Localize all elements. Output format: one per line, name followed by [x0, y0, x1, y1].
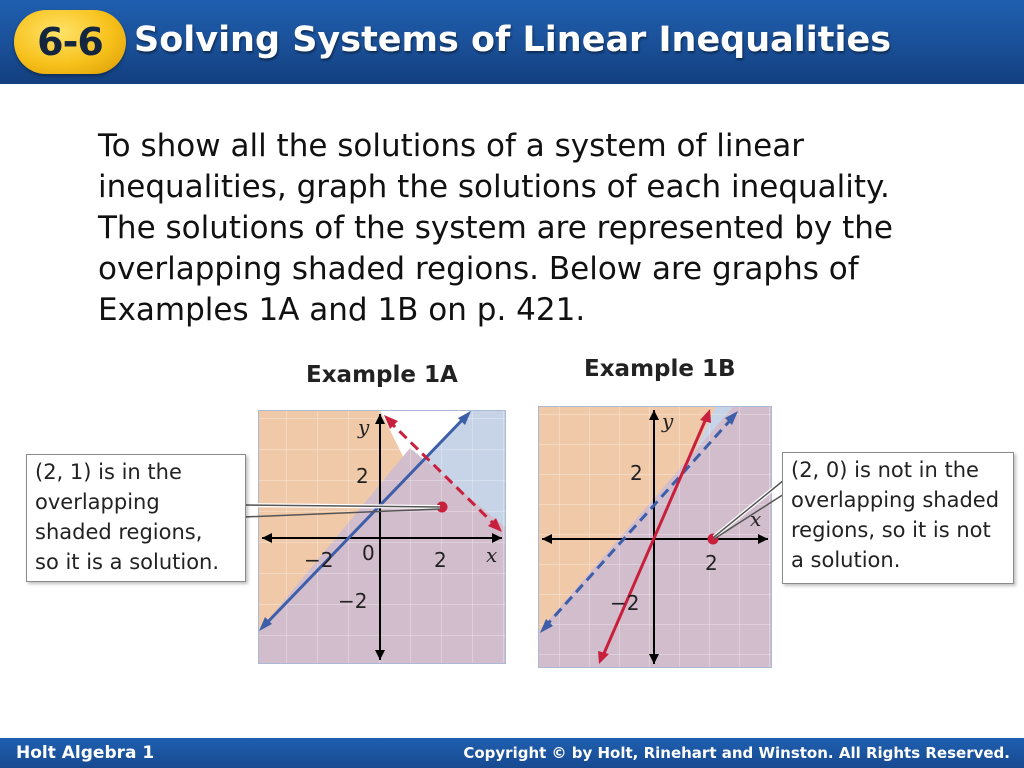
- graph-b-x-label: x: [750, 507, 762, 531]
- graph-a-y-label: y: [358, 415, 370, 439]
- graph-a-tick-x-2: 2: [434, 548, 447, 572]
- callout-b-connector: [714, 480, 784, 537]
- slide-title: Solving Systems of Linear Inequalities: [134, 20, 892, 60]
- callout-b-connector-2: [714, 494, 784, 539]
- body-line-1: To show all the solutions of a system of linear: [98, 128, 804, 164]
- body-line-4: overlapping shaded regions. Below are graphs of: [98, 251, 859, 287]
- callout-a-connector-2: [244, 509, 440, 517]
- graph-a-x-label: x: [486, 543, 498, 567]
- footer-copyright: Copyright © by Holt, Rinehart and Winston. All Rights Reserved.: [463, 744, 1010, 762]
- graph-b-tick-y-2: 2: [630, 461, 643, 485]
- graph-b-y-label: y: [662, 409, 674, 433]
- callout-b-line-3: regions, so it is not: [791, 518, 991, 542]
- callout-a-line-4: so it is a solution.: [35, 550, 220, 574]
- body-line-3: The solutions of the system are represented by the: [98, 210, 893, 246]
- callout-a-line-1: (2, 1) is in the: [35, 460, 182, 484]
- example-1b-title: Example 1B: [584, 356, 736, 382]
- callout-a-line-2: overlapping: [35, 490, 160, 514]
- callout-example-1b: [782, 452, 1014, 584]
- graph-a-tick-origin: 0: [362, 541, 375, 565]
- example-1a-title: Example 1A: [306, 362, 458, 388]
- body-line-5: Examples 1A and 1B on p. 421.: [98, 292, 586, 328]
- callout-b-line-1: (2, 0) is not in the: [791, 458, 979, 482]
- footer-book-title: Holt Algebra 1: [16, 743, 155, 763]
- callout-example-1a: [26, 454, 246, 582]
- callout-b-line-2: overlapping shaded: [791, 488, 1000, 512]
- footer-bar: [0, 738, 1024, 768]
- body-line-2: inequalities, graph the solutions of each inequality.: [98, 169, 890, 205]
- graph-a-tick-y-neg2: −2: [338, 589, 368, 613]
- callout-b-line-4: a solution.: [791, 548, 901, 572]
- graph-b-tick-y-neg2: −2: [610, 591, 640, 615]
- graph-b-tick-x-2: 2: [705, 551, 718, 575]
- lesson-number: 6-6: [37, 20, 103, 64]
- graph-a-tick-y-2: 2: [356, 464, 369, 488]
- graph-a-tick-x-neg2: −2: [304, 548, 334, 572]
- callout-a-line-3: shaded regions,: [35, 520, 203, 544]
